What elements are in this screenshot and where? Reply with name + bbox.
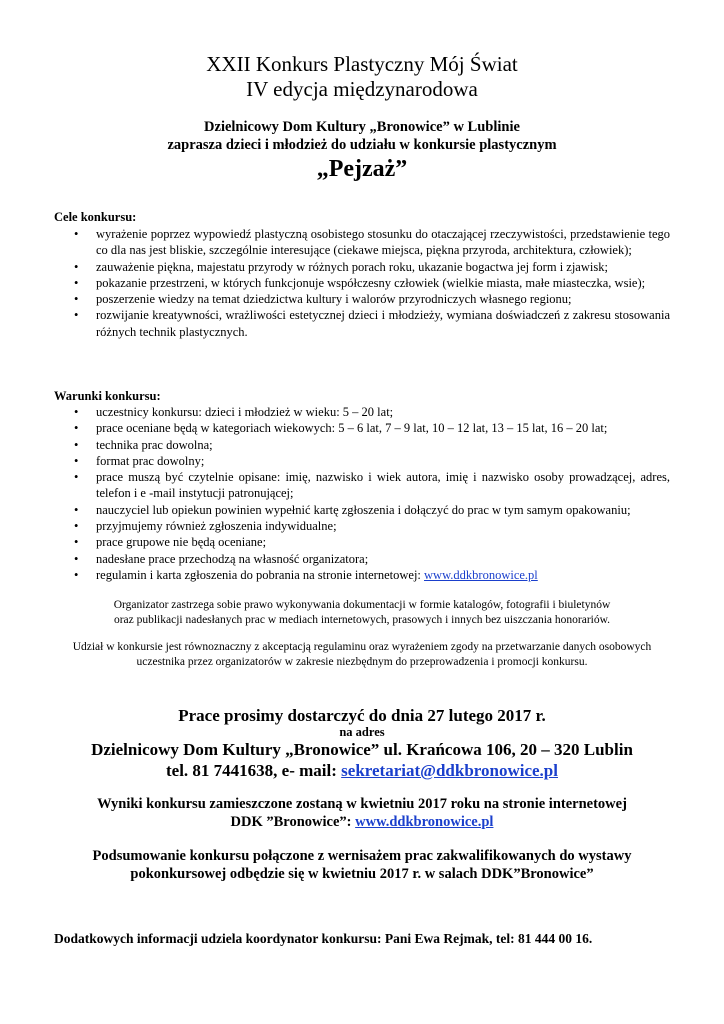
conditions-list-item: • technika prac dowolna; xyxy=(74,437,213,452)
bullet-icon: • xyxy=(74,470,79,485)
bullet-icon: • xyxy=(74,227,79,241)
conditions-heading: Warunki konkursu: xyxy=(54,389,161,403)
results-website-link[interactable]: www.ddkbronowice.pl xyxy=(355,814,494,830)
conditions-list-item: • regulamin i karta zgłoszenia do pobrania na stronie internetowej: www.ddkbronowice.pl xyxy=(74,567,538,582)
conditions-list-item: • uczestnicy konkursu: dzieci i młodzież w wieku: 5 – 20 lat; xyxy=(74,405,394,419)
consent-note-line-2: uczestnika przez organizatorów w zakresie niezbędnym do przeprowadzenia i promocji konkursu. xyxy=(136,656,588,668)
invitation-line-1: Dzielnicowy Dom Kultury „Bronowice” w Lublinie xyxy=(204,119,520,135)
bullet-icon: • xyxy=(74,292,79,307)
bullet-icon: • xyxy=(74,502,79,517)
organizer-note-line-2: oraz publikacji nadesłanych prac w mediach internetowych, prasowych i innych bez uiszczania honorariów. xyxy=(113,614,611,626)
conditions-list-item: • prace grupowe nie będą oceniane; xyxy=(74,535,267,550)
consent-note xyxy=(40,640,684,670)
invitation-line-2: zaprasza dzieci i młodzież do udziału w konkursie plastycznym xyxy=(167,137,557,153)
bullet-icon: • xyxy=(74,551,79,566)
organizer-note xyxy=(40,598,684,628)
goals-list-item: • zauważenie piękna, majestatu przyrody w różnych porach roku, ukazanie bogactwa jej form i zjawisk; xyxy=(74,259,608,274)
summary-line-2: pokonkursowej odbędzie się w kwietniu 2017 r. w salach DDK”Bronowice” xyxy=(130,866,594,882)
goals-list-item: • poszerzenie wiedzy na temat dziedzictwa kultury i walorów przyrodniczych własnego regionu; xyxy=(74,292,572,307)
organizer-note-line-1: Organizator zastrzega sobie prawo wykonywania dokumentacji w formie katalogów, fotografii i biuletynów xyxy=(113,599,611,611)
goals-list-item: • pokazanie przestrzeni, w których funkcjonuje współczesny człowiek (wielkie miasta, małe miasteczka, wsie); xyxy=(74,275,646,290)
title-line-2: IV edycja międzynarodowa xyxy=(246,77,478,101)
address: Dzielnicowy Dom Kultury „Bronowice” ul. Krańcowa 106, 20 – 320 Lublin xyxy=(91,740,633,759)
contact-info: Dodatkowych informacji udziela koordynator konkursu: Pani Ewa Rejmak, tel: 81 444 00 16. xyxy=(54,931,593,946)
results-line-1: Wyniki konkursu zamieszczone zostaną w kwietniu 2017 roku na stronie internetowej xyxy=(97,796,627,812)
contest-name: „Pejzaż” xyxy=(316,156,408,182)
email-link[interactable]: sekretariat@ddkbronowice.pl xyxy=(341,761,558,780)
goals-list-item: • rozwijanie kreatywności, wrażliwości estetycznej dzieci i młodzieży, wymiana doświadczeń z zakresu stosowania różnych technik plastycznych. xyxy=(74,308,670,339)
bullet-icon: • xyxy=(74,259,79,274)
consent-note-line-1: Udział w konkursie jest równoznaczny z akceptacją regulaminu oraz wyrażeniem zgody na przetwarzanie danych osobowych xyxy=(72,641,652,653)
conditions-list xyxy=(54,404,670,583)
bullet-icon: • xyxy=(74,519,79,534)
goals-heading: Cele konkursu: xyxy=(54,210,137,224)
bullet-icon: • xyxy=(74,437,79,452)
bullet-icon: • xyxy=(74,308,79,323)
conditions-list-item: • przyjmujemy również zgłoszenia indywidualne; xyxy=(74,519,337,534)
results-line-2: DDK ”Bronowice”: www.ddkbronowice.pl xyxy=(230,814,494,830)
conditions-list-item: • prace oceniane będą w kategoriach wiekowych: 5 – 6 lat, 7 – 9 lat, 10 – 12 lat, 13 – 15 lat, 16 – 20 lat; xyxy=(74,421,608,436)
bullet-icon: • xyxy=(74,275,79,290)
summary-line-1: Podsumowanie konkursu połączone z wernisażem prac zakwalifikowanych do wystawy xyxy=(92,848,632,864)
bullet-icon: • xyxy=(74,405,79,419)
website-link[interactable]: www.ddkbronowice.pl xyxy=(424,567,538,582)
conditions-list-item: • prace muszą być czytelnie opisane: imię, nazwisko i wiek autora, imię i nazwisko osoby prowadzącej, adres, telefon i e -mail instytucji patronującej; xyxy=(74,470,670,501)
conditions-list-item: • format prac dowolny; xyxy=(74,453,205,468)
goals-list xyxy=(54,226,670,340)
bullet-icon: • xyxy=(74,567,79,582)
conditions-list-item: • nauczyciel lub opiekun powinien wypełnić kartę zgłoszenia i dołączyć do prac w tym samym opakowaniu; xyxy=(74,502,631,517)
title-line-1: XXII Konkurs Plastyczny Mój Świat xyxy=(206,52,518,76)
conditions-list-item: • nadesłane prace przechodzą na własność organizatora; xyxy=(74,551,369,566)
goals-list-item: • wyrażenie poprzez wypowiedź plastyczną osobistego stosunku do otaczającej rzeczywistości, przedstawienie tego co dla nas jest bliskie, szczególnie interesujące (ciekawe miejsca, piękna przyroda, architektura, człowiek); xyxy=(74,227,670,258)
bullet-icon: • xyxy=(74,453,79,468)
phone-email: tel. 81 7441638, e- mail: sekretariat@ddkbronowice.pl xyxy=(166,761,558,780)
deadline: Prace prosimy dostarczyć do dnia 27 lutego 2017 r. xyxy=(178,706,546,725)
bullet-icon: • xyxy=(74,421,79,436)
to-address-label: na adres xyxy=(339,725,385,739)
bullet-icon: • xyxy=(74,535,79,550)
